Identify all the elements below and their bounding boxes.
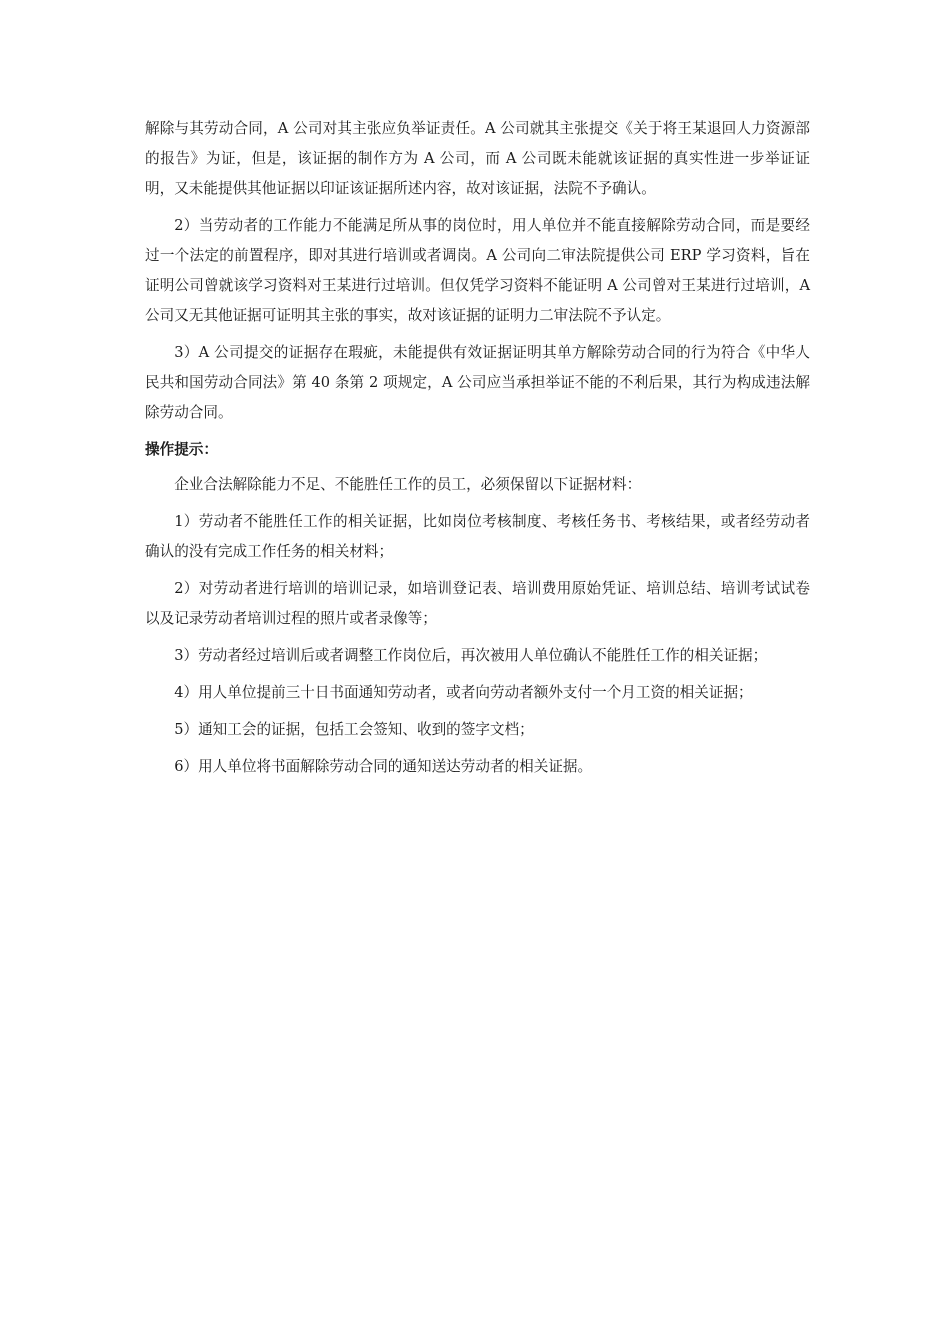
paragraph-continuation: 解除与其劳动合同，A 公司对其主张应负举证责任。A 公司就其主张提交《关于将王某退回人力资源部的报告》为证，但是，该证据的制作方为 A 公司，而 A 公司既未能就该证据的真实性进一步举证证明，又未能提供其他证据以印证该证据所述内容，故对该证据，法院不予确认。 xyxy=(145,120,810,197)
intro-paragraph: 企业合法解除能力不足、不能胜任工作的员工，必须保留以下证据材料： xyxy=(174,476,642,493)
list-item-5: 5）通知工会的证据，包括工会签知、收到的签字文档； xyxy=(174,721,534,738)
list-item-4: 4）用人单位提前三十日书面通知劳动者，或者向劳动者额外支付一个月工资的相关证据； xyxy=(174,684,753,701)
list-item-3: 3）劳动者经过培训后或者调整工作岗位后，再次被用人单位确认不能胜任工作的相关证据； xyxy=(174,647,768,664)
paragraph-point-2: 2）当劳动者的工作能力不能满足所从事的岗位时，用人单位并不能直接解除劳动合同，而是要经过一个法定的前置程序，即对其进行培训或者调岗。A 公司向二审法院提供公司 ERP 学习资料，旨在证明公司曾就该学习资料对王某进行过培训。但仅凭学习资料不能证明 A 公司曾对王某进行过培训，A 公司又无其他证据可证明其主张的事实，故对该证据的证明力二审法院不予认定。 xyxy=(145,217,810,324)
paragraph-point-3: 3）A 公司提交的证据存在瑕疵，未能提供有效证据证明其单方解除劳动合同的行为符合《中华人民共和国劳动合同法》第 40 条第 2 项规定，A 公司应当承担举证不能的不利后果，其行为构成违法解除劳动合同。 xyxy=(145,344,810,421)
list-item-6: 6）用人单位将书面解除劳动合同的通知送达劳动者的相关证据。 xyxy=(174,758,593,775)
document-body xyxy=(145,114,810,789)
list-item-2: 2）对劳动者进行培训的培训记录，如培训登记表、培训费用原始凭证、培训总结、培训考试试卷以及记录劳动者培训过程的照片或者录像等； xyxy=(145,580,810,627)
list-item-1: 1）劳动者不能胜任工作的相关证据，比如岗位考核制度、考核任务书、考核结果，或者经劳动者确认的没有完成工作任务的相关材料； xyxy=(145,513,810,560)
section-heading: 操作提示： xyxy=(145,441,218,458)
